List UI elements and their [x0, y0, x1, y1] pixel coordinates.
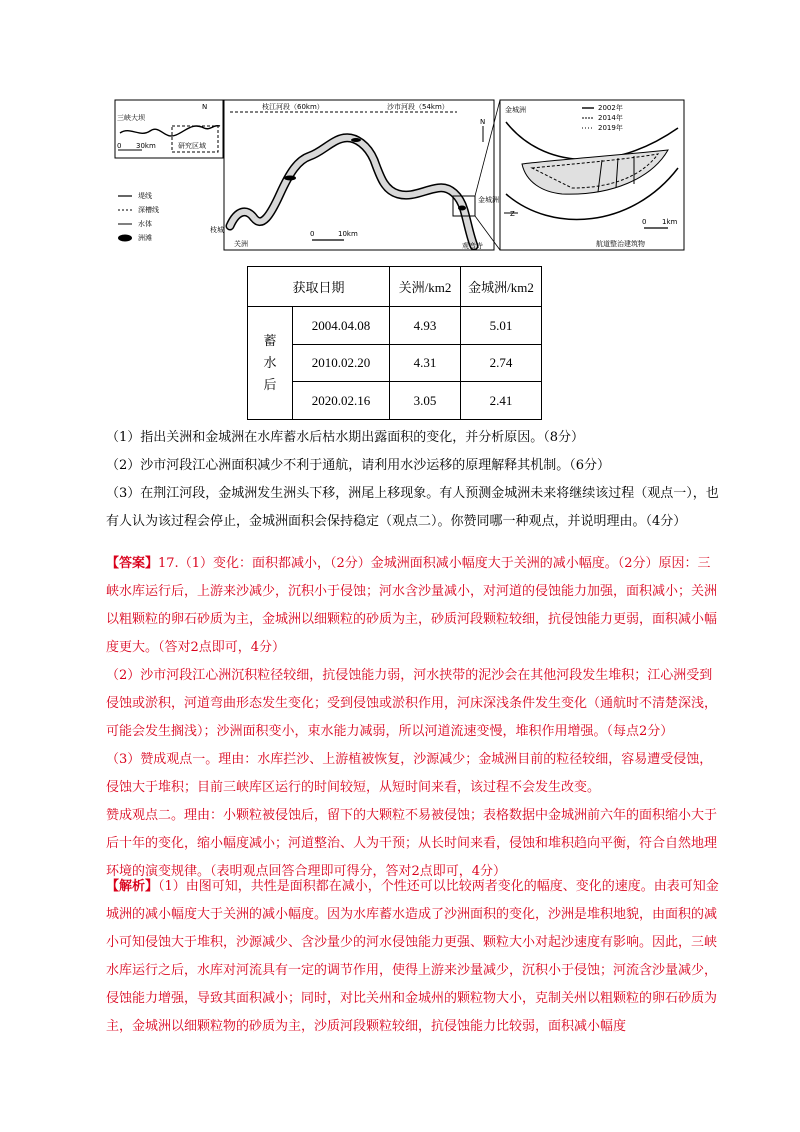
- header-date: 获取日期: [248, 267, 390, 307]
- shoal-jinchengzhou: [458, 206, 466, 211]
- row-guanzhou-1: 4.93: [390, 307, 461, 345]
- label-jinchengzhou: 金城洲: [478, 196, 499, 204]
- row-jinchengzhou-1: 5.01: [461, 307, 542, 345]
- legend-2019: 2019年: [598, 124, 623, 132]
- answer-section: [106, 550, 720, 886]
- inset-river: [120, 126, 220, 136]
- row-date-2: 2010.02.20: [293, 345, 390, 382]
- header-jinchengzhou: 金城洲/km2: [461, 267, 542, 307]
- legend-2002: 2002年: [598, 104, 623, 112]
- header-guanzhou: 关洲/km2: [390, 267, 461, 307]
- answer-tag: 【答案】: [106, 556, 159, 571]
- area-table: [247, 266, 542, 420]
- answer-3b: 赞成观点二。理由：小颗粒被侵蚀后，留下的大颗粒不易被侵蚀；表格数据中金城洲前六年的面积缩小大于后十年的变化，缩小幅度减小；河道整治、人为干预；从长时间来看，侵蚀和堆积趋向平衡，符合自然地理环境的演变规律。（表明观点回答合理即可得分，答对2点即可，4分）: [106, 808, 718, 879]
- row-jinchengzhou-2: 2.74: [461, 345, 542, 382]
- main-scale-0: 0: [310, 230, 315, 238]
- question-1: （1）指出关洲和金城洲在水库蓄水后枯水期出露面积的变化，并分析原因。（8分）: [106, 430, 585, 445]
- label-guanyinsi: 观音寺: [462, 242, 483, 250]
- legend-channel: 深槽线: [138, 206, 159, 214]
- answer-2: （2）沙市河段江心洲沉积粒径较细，抗侵蚀能力弱，河水挟带的泥沙会在其他河段发生堆积；江心洲受到侵蚀或淤积，河道弯曲形态发生变化；受到侵蚀或淤积作用，河床深浅条件发生变化（通航时不清楚深浅，可能会发生搁浅）；沙洲面积变小，束水能力减弱，所以河道流速变慢，堆积作用增强。（每点2分）: [106, 668, 718, 739]
- inset-label-dam: 三峡大坝: [117, 114, 145, 122]
- inset-scale-0: 0: [117, 142, 122, 150]
- inset-north: N: [202, 103, 208, 111]
- questions: [106, 424, 720, 536]
- analysis-tag: 【解析】: [106, 879, 159, 894]
- legend-shoal-symbol: [118, 235, 132, 242]
- inset-label-study: 研究区域: [178, 142, 206, 150]
- analysis-section: [106, 873, 720, 1041]
- main-scale-10km: 10km: [338, 230, 358, 238]
- answer-1-text: 17.（1）变化：面积都减小，（2分）金城洲面积减小幅度大于关洲的减小幅度。（2分）原因：三峡水库运行后，上游来沙减少，沉积小于侵蚀；河水含沙量减小，对河道的侵蚀能力加强，面积减小；关洲以粗颗粒的卵石砂质为主，金城洲以细颗粒的砂质为主，砂质河段颗粒较细，抗侵蚀能力更弱，面积减小幅度更大。（答对2点即可，4分）: [106, 556, 718, 655]
- row-guanzhou-2: 4.31: [390, 345, 461, 382]
- detail-label-structures: 航道整治建筑物: [596, 240, 645, 248]
- row-label: 蓄水后: [263, 333, 277, 392]
- segment-shashi: 沙市河段（54km）: [387, 103, 449, 111]
- river-map-figure: [112, 98, 688, 256]
- row-guanzhou-3: 3.05: [390, 382, 461, 420]
- detail-scale-0: 0: [642, 218, 647, 226]
- legend-water: 水体: [138, 220, 152, 228]
- inset-scale-30km: 30km: [136, 142, 156, 150]
- shoal-guanzhou: [284, 176, 296, 181]
- detail-scale-1km: 1km: [662, 218, 678, 226]
- analysis-text: （1）由图可知，共性是面积都在减小，个性还可以比较两者变化的幅度、变化的速度。由表可知金城洲的减小幅度大于关洲的减小幅度。因为水库蓄水造成了沙洲面积的变化，沙洲是堆积地貌，由面积的减小可知侵蚀大于堆积，沙源减少、含沙量少的河水侵蚀能力更强、颗粒大小对起沙速度有影响。因此，三峡水库运行之后，水库对河流具有一定的调节作用，使得上游来沙量减少，沉积小于侵蚀；河流含沙量减少，侵蚀能力增强，导致其面积减小；同时，对比关州和金城州的颗粒物大小，克制关州以粗颗粒的卵石砂质为主，金城洲以细颗粒物的砂质为主，沙质河段颗粒较细，抗侵蚀能力比较弱，面积减小幅度: [106, 879, 719, 1034]
- connector-top: [475, 100, 500, 196]
- main-map-frame: [224, 100, 494, 250]
- river-map: [112, 98, 688, 256]
- shoal-mid: [351, 138, 361, 142]
- row-date-3: 2020.02.16: [293, 382, 390, 420]
- answer-1: [106, 550, 720, 662]
- detail-label-jinchengzhou: 金城洲: [505, 106, 526, 114]
- label-guanzhou: 关洲: [234, 240, 248, 248]
- segment-zhijiang: 枝江河段（60km）: [262, 103, 324, 111]
- legend-shoal: 洲滩: [138, 234, 152, 242]
- main-north: N: [480, 118, 486, 126]
- label-zhicheng: 枝城: [210, 226, 224, 234]
- detail-shoal-2002: [522, 150, 668, 194]
- question-2: （2）沙市河段江心洲面积减少不利于通航，请利用水沙运移的原理解释其机制。（6分）: [106, 458, 611, 473]
- row-jinchengzhou-3: 2.41: [461, 382, 542, 420]
- legend-dike: 堤线: [138, 192, 152, 200]
- legend-2014: 2014年: [598, 114, 623, 122]
- detail-north: Z: [510, 210, 515, 218]
- answer-3a: （3）赞成观点一。理由：水库拦沙、上游植被恢复，沙源减少；金城洲目前的粒径较细，容易遭受侵蚀，侵蚀大于堆积；目前三峡库区运行的时间较短，从短时间来看，该过程不会发生改变。: [106, 752, 713, 795]
- row-date-1: 2004.04.08: [293, 307, 390, 345]
- question-3: （3）在荆江河段，金城洲发生洲头下移，洲尾上移现象。有人预测金城洲未来将继续该过程（观点一），也有人认为该过程会停止，金城洲面积会保持稳定（观点二）。你赞同哪一种观点，并说明理由。（4分）: [106, 486, 719, 529]
- row-label-cell: [248, 307, 293, 420]
